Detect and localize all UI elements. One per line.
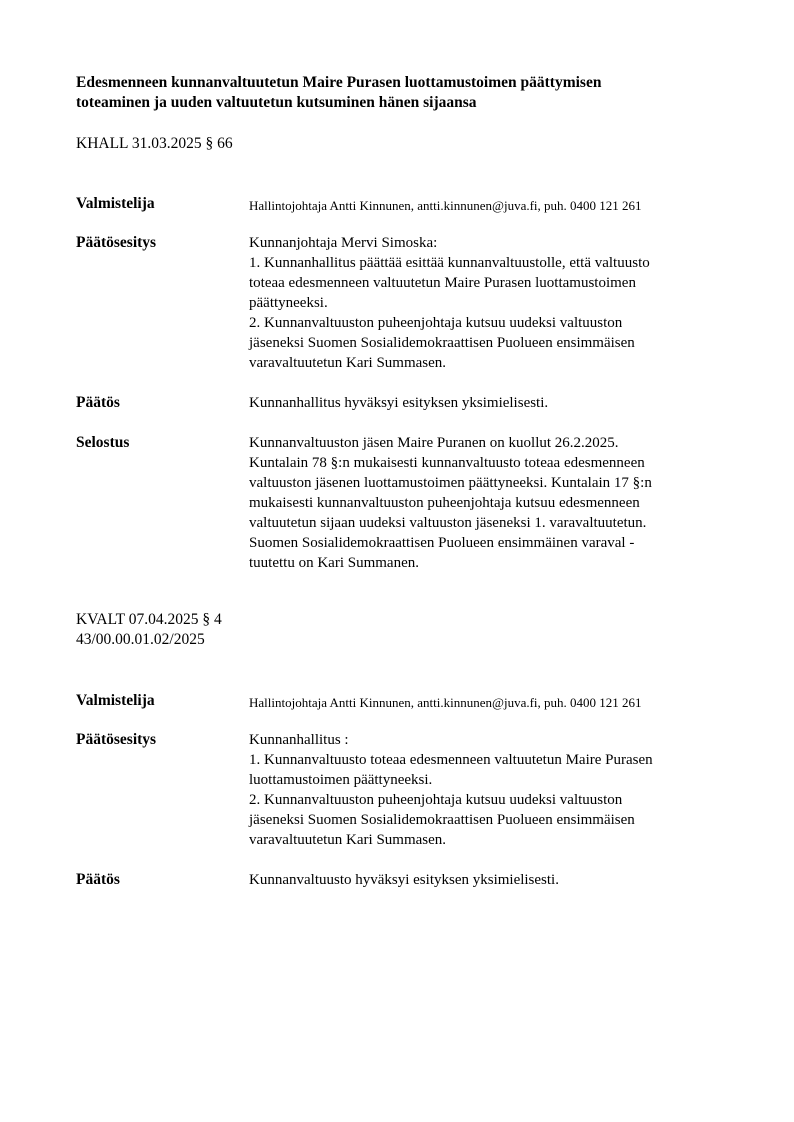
kvalt-meeting-header: KVALT 07.04.2025 § 4 <box>76 611 222 628</box>
khall-paatosesitys-line: 2. Kunnanvaltuuston puheenjohtaja kutsuu uudeksi valtuuston <box>249 315 623 331</box>
khall-valmistelija-value: Hallintojohtaja Antti Kinnunen, antti.kinnunen@juva.fi, puh. 0400 121 261 <box>249 198 642 213</box>
kvalt-valmistelija-label: Valmistelija <box>76 692 155 709</box>
kvalt-paatosesitys-line: luottamustoimen päättyneeksi. <box>249 772 433 788</box>
khall-valmistelija-text <box>249 196 729 216</box>
khall-paatosesitys-line: 1. Kunnanhallitus päättää esittää kunnanvaltuustolle, että valtuusto <box>249 255 650 271</box>
khall-selostus-line: tuutettu on Kari Summanen. <box>249 555 419 571</box>
title-line-1: Edesmenneen kunnanvaltuutetun Maire Purasen luottamustoimen päättymisen <box>76 74 602 91</box>
kvalt-paatosesitys-text <box>249 730 729 850</box>
kvalt-paatosesitys-line: Kunnanhallitus : <box>249 732 349 748</box>
khall-selostus-line: valtuuston jäsenen luottamustoimen päättyneeksi. Kuntalain 17 §:n <box>249 475 652 491</box>
khall-paatos-text <box>249 393 729 413</box>
khall-paatosesitys-label: Päätösesitys <box>76 234 157 251</box>
khall-selostus-line: Suomen Sosialidemokraattisen Puolueen ensimmäinen varaval - <box>249 535 635 551</box>
khall-paatosesitys-line: Kunnanjohtaja Mervi Simoska: <box>249 235 438 251</box>
kvalt-paatosesitys-line: 2. Kunnanvaltuuston puheenjohtaja kutsuu uudeksi valtuuston <box>249 792 623 808</box>
khall-paatosesitys-line: toteaa edesmenneen valtuutetun Maire Purasen luottamustoimen <box>249 275 636 291</box>
khall-paatos-value: Kunnanhallitus hyväksyi esityksen yksimielisesti. <box>249 395 549 411</box>
title-line-2: toteaminen ja uuden valtuutetun kutsuminen hänen sijaansa <box>76 94 477 111</box>
khall-meeting-header: KHALL 31.03.2025 § 66 <box>76 135 233 152</box>
document-title <box>76 73 756 113</box>
kvalt-paatos-label: Päätös <box>76 871 120 888</box>
kvalt-paatosesitys-line: jäseneksi Suomen Sosialidemokraattisen Puolueen ensimmäisen <box>249 812 635 828</box>
khall-paatos-label: Päätös <box>76 394 120 411</box>
khall-selostus-line: Kunnanvaltuuston jäsen Maire Puranen on kuollut 26.2.2025. <box>249 435 619 451</box>
khall-selostus-line: valtuutetun sijaan uudeksi valtuuston jäseneksi 1. varavaltuutetun. <box>249 515 647 531</box>
khall-paatosesitys-line: päättyneeksi. <box>249 295 328 311</box>
khall-selostus-line: mukaisesti kunnanvaltuuston puheenjohtaja kutsuu edesmenneen <box>249 495 640 511</box>
khall-selostus-line: Kuntalain 78 §:n mukaisesti kunnanvaltuusto toteaa edesmenneen <box>249 455 645 471</box>
kvalt-reference-number: 43/00.00.01.02/2025 <box>76 631 205 648</box>
khall-selostus-text <box>249 433 729 573</box>
kvalt-paatosesitys-label: Päätösesitys <box>76 731 157 748</box>
khall-paatosesitys-line: jäseneksi Suomen Sosialidemokraattisen Puolueen ensimmäisen <box>249 335 635 351</box>
khall-paatosesitys-text <box>249 233 729 373</box>
kvalt-paatosesitys-line: 1. Kunnanvaltuusto toteaa edesmenneen valtuutetun Maire Purasen <box>249 752 653 768</box>
kvalt-paatos-value: Kunnanvaltuusto hyväksyi esityksen yksimielisesti. <box>249 872 559 888</box>
kvalt-paatosesitys-line: varavaltuutetun Kari Summasen. <box>249 832 447 848</box>
kvalt-paatos-text <box>249 870 729 890</box>
khall-valmistelija-label: Valmistelija <box>76 195 155 212</box>
khall-paatosesitys-line: varavaltuutetun Kari Summasen. <box>249 355 447 371</box>
kvalt-valmistelija-value: Hallintojohtaja Antti Kinnunen, antti.kinnunen@juva.fi, puh. 0400 121 261 <box>249 695 642 710</box>
kvalt-valmistelija-text <box>249 693 729 713</box>
khall-selostus-label: Selostus <box>76 434 130 451</box>
